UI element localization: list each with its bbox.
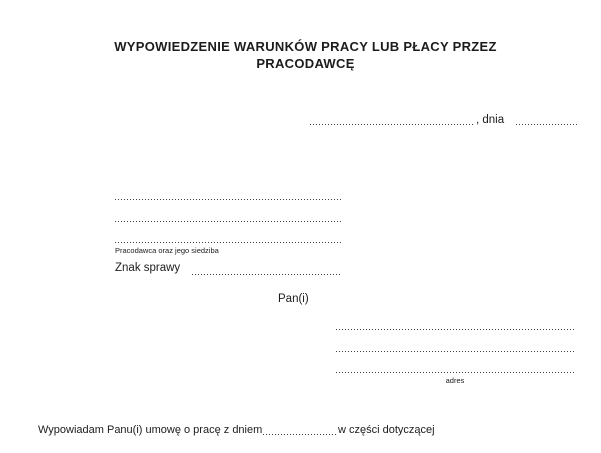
employer-line1-field[interactable] — [115, 187, 342, 200]
case-number-label: Znak sprawy — [115, 262, 181, 274]
body-text-after: w części dotyczącej — [338, 424, 435, 436]
place-field[interactable] — [310, 112, 473, 125]
date-separator-label: , dnia — [476, 114, 505, 126]
employer-caption: Pracodawca oraz jego siedziba — [115, 246, 219, 255]
date-field[interactable] — [516, 112, 577, 125]
recipient-line3-field[interactable] — [336, 360, 574, 373]
employer-line3-field[interactable] — [115, 230, 342, 243]
recipient-line1-field[interactable] — [336, 317, 574, 330]
recipient-caption: adres — [445, 376, 465, 385]
employer-line2-field[interactable] — [115, 209, 342, 222]
case-number-field[interactable] — [192, 262, 342, 275]
body-text-before: Wypowiadam Panu(i) umowę o pracę z dniem — [38, 424, 263, 436]
document-title-line1: WYPOWIEDZENIE WARUNKÓW PRACY LUB PŁACY PRZEZ — [114, 39, 497, 54]
recipient-line2-field[interactable] — [336, 339, 574, 352]
document-title — [10, 38, 601, 72]
recipient-salutation: Pan(i) — [278, 293, 309, 305]
document-title-line2: PRACODAWCĘ — [256, 56, 355, 71]
termination-date-field[interactable] — [263, 422, 337, 435]
